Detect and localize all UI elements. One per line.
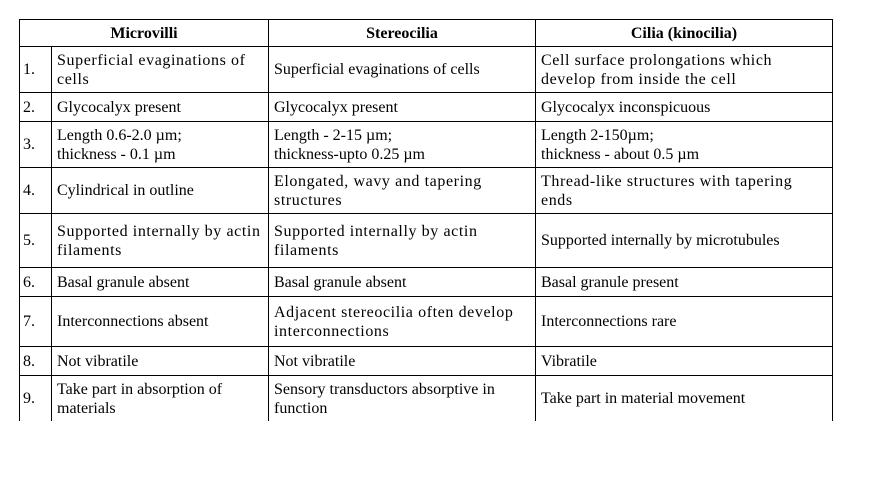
comparison-table bbox=[19, 19, 833, 421]
table-row bbox=[20, 268, 833, 297]
cell-cilia: Cell surface prolongations which develop from inside the cell bbox=[536, 47, 833, 93]
cell-cilia: Take part in material movement bbox=[536, 376, 833, 422]
cell-microvilli: Basal granule absent bbox=[52, 268, 269, 297]
cell-microvilli: Not vibratile bbox=[52, 347, 269, 376]
table-row bbox=[20, 122, 833, 168]
cell-microvilli bbox=[52, 122, 269, 168]
table-row bbox=[20, 214, 833, 268]
cell-cilia: Basal granule present bbox=[536, 268, 833, 297]
cell-stereocilia: Glycocalyx present bbox=[269, 93, 536, 122]
table-row bbox=[20, 297, 833, 347]
table-row bbox=[20, 347, 833, 376]
row-number: 8. bbox=[20, 347, 52, 376]
header-microvilli: Microvilli bbox=[20, 20, 269, 47]
table-row bbox=[20, 47, 833, 93]
header-stereocilia: Stereocilia bbox=[269, 20, 536, 47]
cell-stereocilia bbox=[269, 122, 536, 168]
cell-stereocilia: Adjacent stereocilia often develop interconnections bbox=[269, 297, 536, 347]
row-number: 4. bbox=[20, 168, 52, 214]
cell-microvilli: Take part in absorption of materials bbox=[52, 376, 269, 422]
table-row bbox=[20, 93, 833, 122]
cell-cilia bbox=[536, 122, 833, 168]
cell-cilia: Thread-like structures with tapering ends bbox=[536, 168, 833, 214]
cell-stereocilia: Sensory transductors absorptive in function bbox=[269, 376, 536, 422]
cell-stereocilia: Basal granule absent bbox=[269, 268, 536, 297]
cell-microvilli: Interconnections absent bbox=[52, 297, 269, 347]
cell-microvilli: Cylindrical in outline bbox=[52, 168, 269, 214]
cell-stereocilia: Supported internally by actin filaments bbox=[269, 214, 536, 268]
row-number: 7. bbox=[20, 297, 52, 347]
microvilli-length: Length 0.6-2.0 µm; bbox=[57, 126, 182, 144]
cell-cilia: Interconnections rare bbox=[536, 297, 833, 347]
cell-microvilli: Glycocalyx present bbox=[52, 93, 269, 122]
cell-stereocilia: Elongated, wavy and tapering structures bbox=[269, 168, 536, 214]
stereocilia-length: Length - 2-15 µm; bbox=[274, 126, 393, 144]
header-cilia: Cilia (kinocilia) bbox=[536, 20, 833, 47]
row-number: 2. bbox=[20, 93, 52, 122]
row-number: 9. bbox=[20, 376, 52, 422]
cell-microvilli: Superficial evaginations of cells bbox=[52, 47, 269, 93]
microvilli-thickness: thickness - 0.1 µm bbox=[57, 145, 176, 163]
cell-cilia: Glycocalyx inconspicuous bbox=[536, 93, 833, 122]
header-row bbox=[20, 20, 833, 47]
cell-cilia: Supported internally by microtubules bbox=[536, 214, 833, 268]
table-row bbox=[20, 168, 833, 214]
stereocilia-thickness: thickness-upto 0.25 µm bbox=[274, 145, 425, 163]
row-number: 1. bbox=[20, 47, 52, 93]
cell-microvilli: Supported internally by actin filaments bbox=[52, 214, 269, 268]
row-number: 6. bbox=[20, 268, 52, 297]
cell-stereocilia: Not vibratile bbox=[269, 347, 536, 376]
cell-stereocilia: Superficial evaginations of cells bbox=[269, 47, 536, 93]
cell-cilia: Vibratile bbox=[536, 347, 833, 376]
row-number: 5. bbox=[20, 214, 52, 268]
cilia-length: Length 2-150µm; bbox=[541, 126, 654, 144]
cilia-thickness: thickness - about 0.5 µm bbox=[541, 145, 700, 163]
table-row bbox=[20, 376, 833, 422]
row-number: 3. bbox=[20, 122, 52, 168]
